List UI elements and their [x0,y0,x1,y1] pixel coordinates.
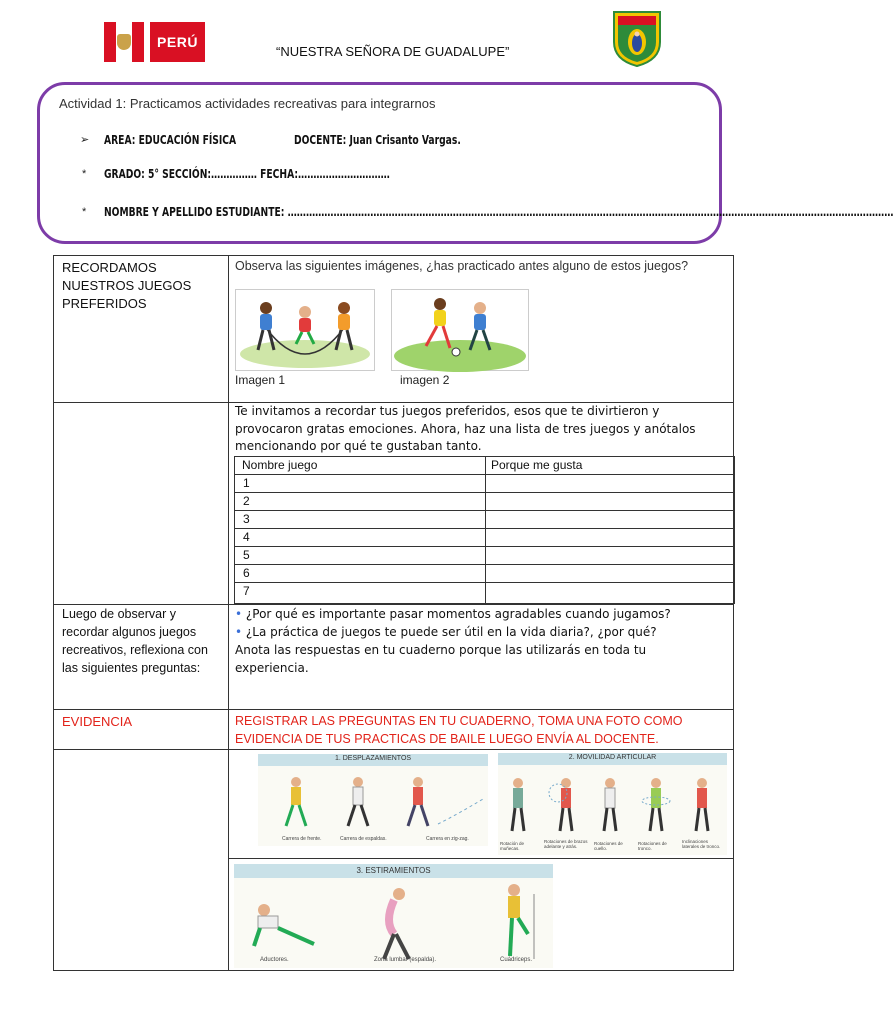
peru-flag-icon [104,22,144,62]
panel-3-title: 3. ESTIRAMIENTOS [356,866,431,875]
panel-3-label: Zona lumbar (espalda). [374,957,437,963]
peru-logo [150,22,205,62]
favorite-games-list [234,456,735,604]
row1-heading: RECORDAMOS NUESTROS JUEGOS PREFERIDOS [62,260,192,311]
row3-reflection-prompt: Luego de observar y recordar algunos juegos recreativos, reflexiona con las siguientes preguntas: [62,607,208,675]
peru-label: PERÚ [157,34,198,50]
panel-1-title: 1. DESPLAZAMIENTOS [334,755,412,762]
column-divider [228,255,229,971]
evidence-instructions: REGISTRAR LAS PREGUNTAS EN TU CUADERNO, TOMA UNA FOTO COMO EVIDENCIA DE TUS PRACTICAS DE BAILE LUEGO ENVÍA AL DOCENTE. [235,714,683,746]
question-1-text: ¿Por qué es importante pasar momentos agradables cuando jugamos? [245,607,671,621]
panel-3-label: Cuádriceps. [500,957,533,963]
stretching-panel [234,864,553,968]
school-title: “NUESTRA SEÑORA DE GUADALUPE” [276,44,510,59]
list-number: 1 [243,476,250,490]
grado-line: GRADO: 5° SECCIÓN:…………… FECHA:………………………… [104,167,390,181]
school-crest-icon [610,8,664,68]
student-name-line: NOMBRE Y APELLIDO ESTUDIANTE: ……………………………………………………………………………………………………………………………………………………………………………… [104,205,893,219]
panel-2-label: Rotaciones de cuello. [594,841,623,851]
list-number: 7 [243,584,250,598]
question-bullet-icon: • [235,625,246,639]
image-2-soccer [391,289,529,371]
panel-2-label: Rotación de muñecas. [500,841,525,851]
row-divider [228,858,734,859]
question-1 [235,605,730,623]
image-1-jump-rope [235,289,375,371]
panel-2-label: Rotaciones de tronco. [638,841,667,851]
question-bullet-icon: • [235,607,246,621]
list-header-reason: Porque me gusta [491,458,583,472]
docente-label: DOCENTE: Juan Crisanto Vargas. [294,133,461,147]
notebook-instruction: Anota las respuestas en tu cuaderno porque las utilizarás en toda tu experiencia. [235,643,647,675]
panel-2-label: Inclinaciones laterales de tronco. [682,839,721,849]
question-2-text: ¿La práctica de juegos te puede ser útil en la vida diaria?, ¿por qué? [245,625,657,639]
activity-title: Actividad 1: Practicamos actividades recreativas para integrarnos [59,96,436,111]
displacements-panel [258,754,488,846]
list-number: 3 [243,512,250,526]
list-row-divider [235,510,734,511]
image-2-caption: imagen 2 [400,373,450,387]
list-header-game: Nombre juego [242,458,318,472]
bullet-icon: * [82,168,87,180]
row-divider [53,709,734,710]
list-row-divider [235,564,734,565]
panel-2-title: 2. MOVILIDAD ARTICULAR [568,754,657,761]
list-row-divider [235,528,734,529]
image-1-caption: Imagen 1 [235,373,286,387]
list-row-divider [235,546,734,547]
panel-1-label: Carrera de espaldas. [340,836,387,842]
area-label: AREA: EDUCACIÓN FÍSICA [104,133,237,147]
panel-1-label: Carrera de frente. [282,836,322,842]
list-number: 4 [243,530,250,544]
row2-instructions: Te invitamos a recordar tus juegos preferidos, esos que te divirtieron y provocaron gratas emociones. Ahora, haz una lista de tres juegos y anótalos mencionando por qué te gustaban tanto. [235,404,696,453]
list-row-divider [235,474,734,475]
list-number: 5 [243,548,250,562]
joint-mobility-panel [498,753,727,855]
row1-prompt: Observa las siguientes imágenes, ¿has practicado antes alguno de estos juegos? [235,259,689,273]
list-number: 6 [243,566,250,580]
panel-2-label: Rotaciones de brazos adelante y atrás. [544,839,588,849]
list-row-divider [235,582,734,583]
panel-3-label: Aductores. [260,957,289,963]
bullet-icon: * [82,206,87,218]
list-number: 2 [243,494,250,508]
evidence-label: EVIDENCIA [62,714,133,729]
panel-1-label: Carrera en zig-zag. [426,836,469,842]
list-row-divider [235,492,734,493]
question-2 [235,623,730,641]
row-divider [53,749,734,750]
arrow-bullet-icon: ➢ [80,134,90,146]
